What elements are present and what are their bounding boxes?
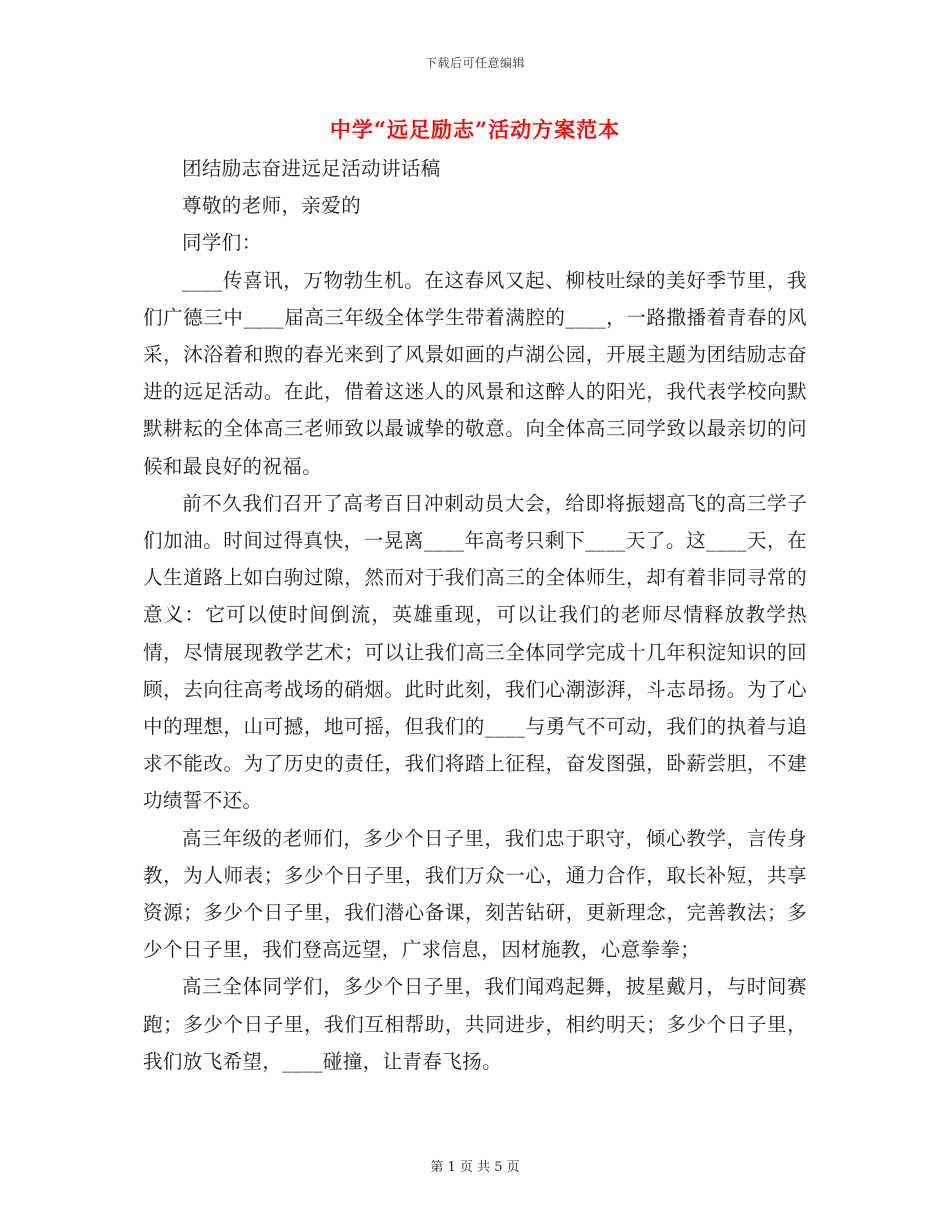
salutation-line-1: 尊敬的老师，亲爱的 — [182, 194, 362, 218]
body-paragraph: 前不久我们召开了高考百日冲刺动员大会，给即将振翅高飞的高三学子们加油。时间过得真快，一晃离____年高考只剩下____天了。这____天，在人生道路上如白驹过隙，然而对于我们高三的全体师生，却有着非同寻常的意义：它可以使时间倒流，英雄重现，可以让我们的老师尽情释放教学热情，尽情展现教学艺术；可以让我们高三全体同学完成十几年积淀知识的回顾，去向往高考战场的硝烟。此时此刻，我们心潮澎湃，斗志昂扬。为了心中的理想，山可撼，地可摇，但我们的____与勇气不可动，我们的执着与追求不能改。为了历史的责任，我们将踏上征程，奋发图强，卧薪尝胆，不建功绩誓不还。 — [143, 491, 807, 813]
speech-subtitle: 团结励志奋进远足活动讲话稿 — [182, 157, 441, 180]
page-header-note: 下载后可任意编辑 — [424, 56, 525, 70]
body-paragraph: 高三全体同学们，多少个日子里，我们闻鸡起舞，披星戴月，与时间赛跑；多少个日子里，我们互相帮助，共同进步，相约明天；多少个日子里，我们放飞希望，____碰撞，让青春飞扬。 — [143, 975, 807, 1073]
page-number: 第 1 页 共 5 页 — [430, 1160, 520, 1175]
document-title: 中学“远足励志”活动方案范本 — [329, 117, 621, 142]
body-paragraph: ____传喜讯，万物勃生机。在这春风又起、柳枝吐绿的美好季节里，我们广德三中____届高三年级全体学生带着满腔的____，一路撒播着青春的风采，沐浴着和煦的春光来到了风景如画的卢湖公园，开展主题为团结励志奋进的远足活动。在此，借着这迷人的风景和这醉人的阳光，我代表学校向默默耕耘的全体高三老师致以最诚挚的敬意。向全体高三同学致以最亲切的问候和最良好的祝福。 — [143, 268, 807, 478]
body-paragraph: 高三年级的老师们，多少个日子里，我们忠于职守，倾心教学，言传身教，为人师表；多少个日子里，我们万众一心，通力合作，取长补短，共享资源；多少个日子里，我们潜心备课，刻苦钻研，更新理念，完善教法；多少个日子里，我们登高远望，广求信息，因材施教，心意拳拳； — [143, 826, 807, 962]
document-body — [143, 150, 807, 1080]
salutation-line-2: 同学们： — [182, 231, 262, 255]
